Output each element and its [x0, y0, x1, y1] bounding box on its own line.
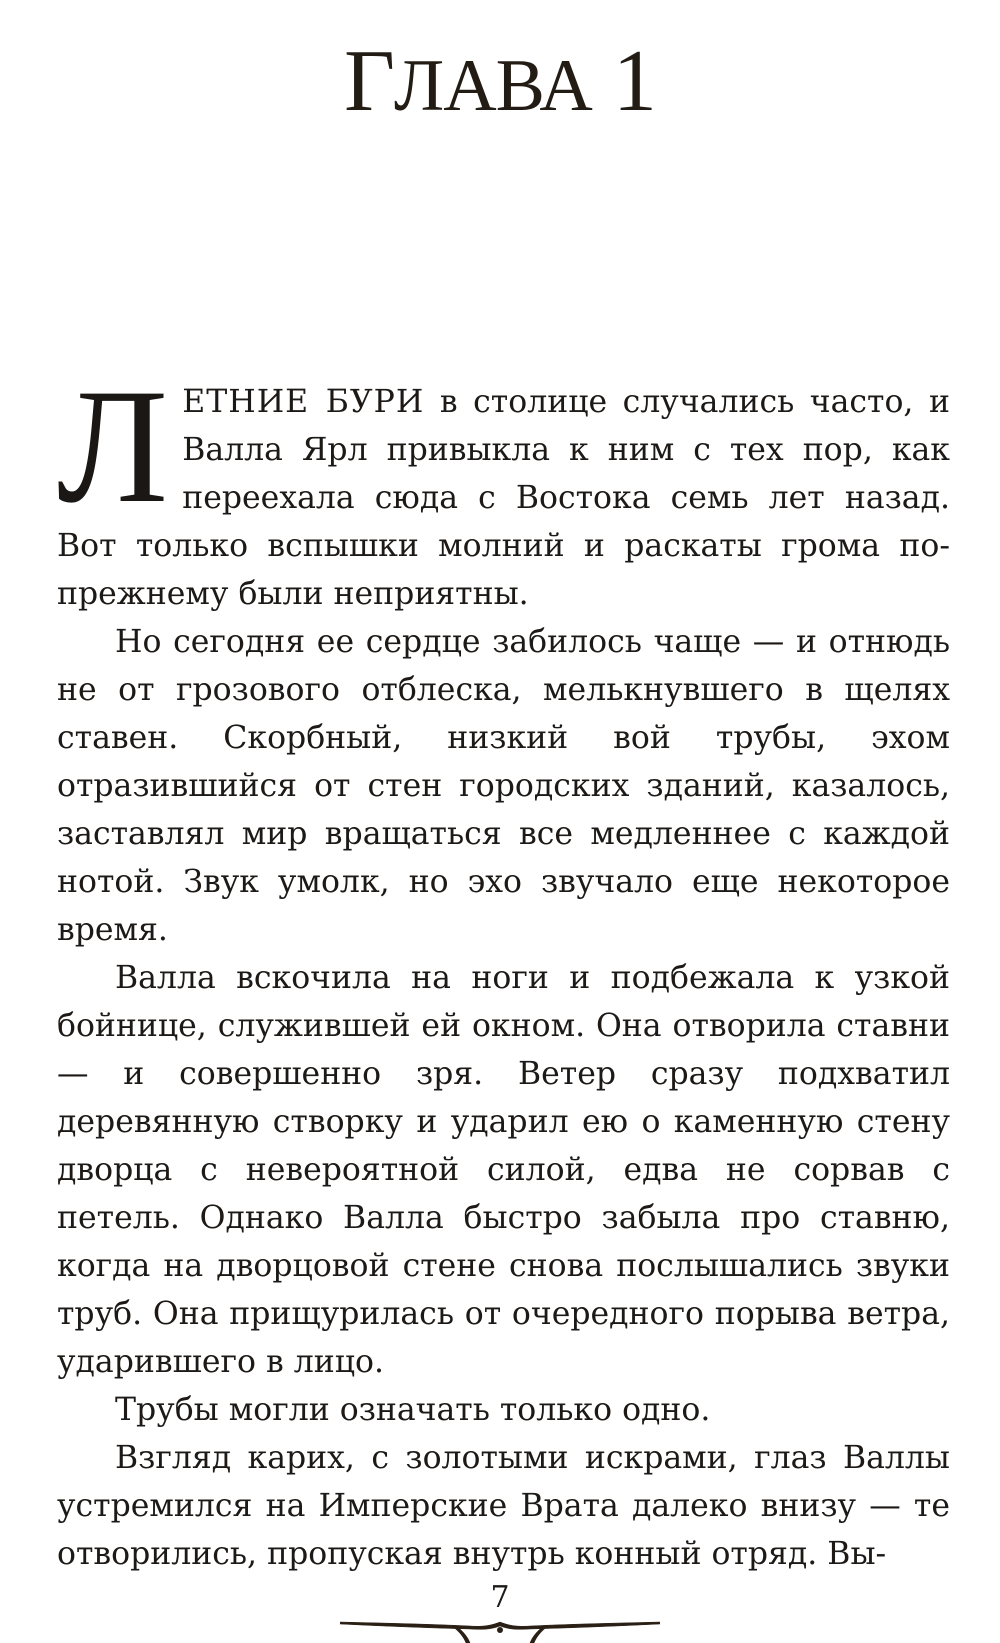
paragraph-1-text: в столице случались часто, и Валла Ярл привыкла к ним с тех пор, как переехала сюда с Востока семь лет назад. Вот только вспышки молний и раскаты грома по-прежнему были неприятны.: [57, 384, 950, 612]
flourish-ornament-icon: [340, 1620, 660, 1643]
page-number: 7: [490, 1580, 510, 1615]
chapter-title-word: ЛАВА: [394, 45, 592, 127]
drop-cap: Л: [57, 356, 169, 537]
paragraph-4: Трубы могли означать только одно.: [115, 1392, 711, 1428]
paragraph-3: Валла вскочила на ноги и подбежала к узкой бойнице, служившей ей окном. Она отворила ставни — и совершенно зря. Ветер сразу подхватил деревянную створку и ударил ею о каменную стену дворца с невероятной силой, едва не сорвав с петель. Однако Валла быстро забыла про ставню, когда на дворцовой стене снова послышались звуки труб. Она прищурилась от очередного порыва ветра, ударившего в лицо.: [57, 960, 950, 1380]
paragraph-1-lead: ЕТНИЕ БУРИ: [182, 384, 425, 420]
paragraph-1: [57, 356, 950, 618]
chapter-title-initial: Г: [344, 33, 395, 130]
body-text: [57, 356, 950, 1578]
chapter-title: [0, 33, 1000, 130]
paragraph-5: Взгляд карих, с золотыми искрами, глаз Валлы устремился на Имперские Врата далеко внизу — те отворились, пропуская внутрь конный отряд. Вы-: [57, 1440, 950, 1572]
paragraph-2: Но сегодня ее сердце забилось чаще — и отнюдь не от грозового отблеска, мелькнувшего в щелях ставен. Скорбный, низкий вой трубы, эхом отразившийся от стен городских зданий, казалось, заставлял мир вращаться все медленнее с каждой нотой. Звук умолк, но эхо звучало еще некоторое время.: [57, 624, 950, 948]
chapter-number: 1: [612, 33, 656, 130]
